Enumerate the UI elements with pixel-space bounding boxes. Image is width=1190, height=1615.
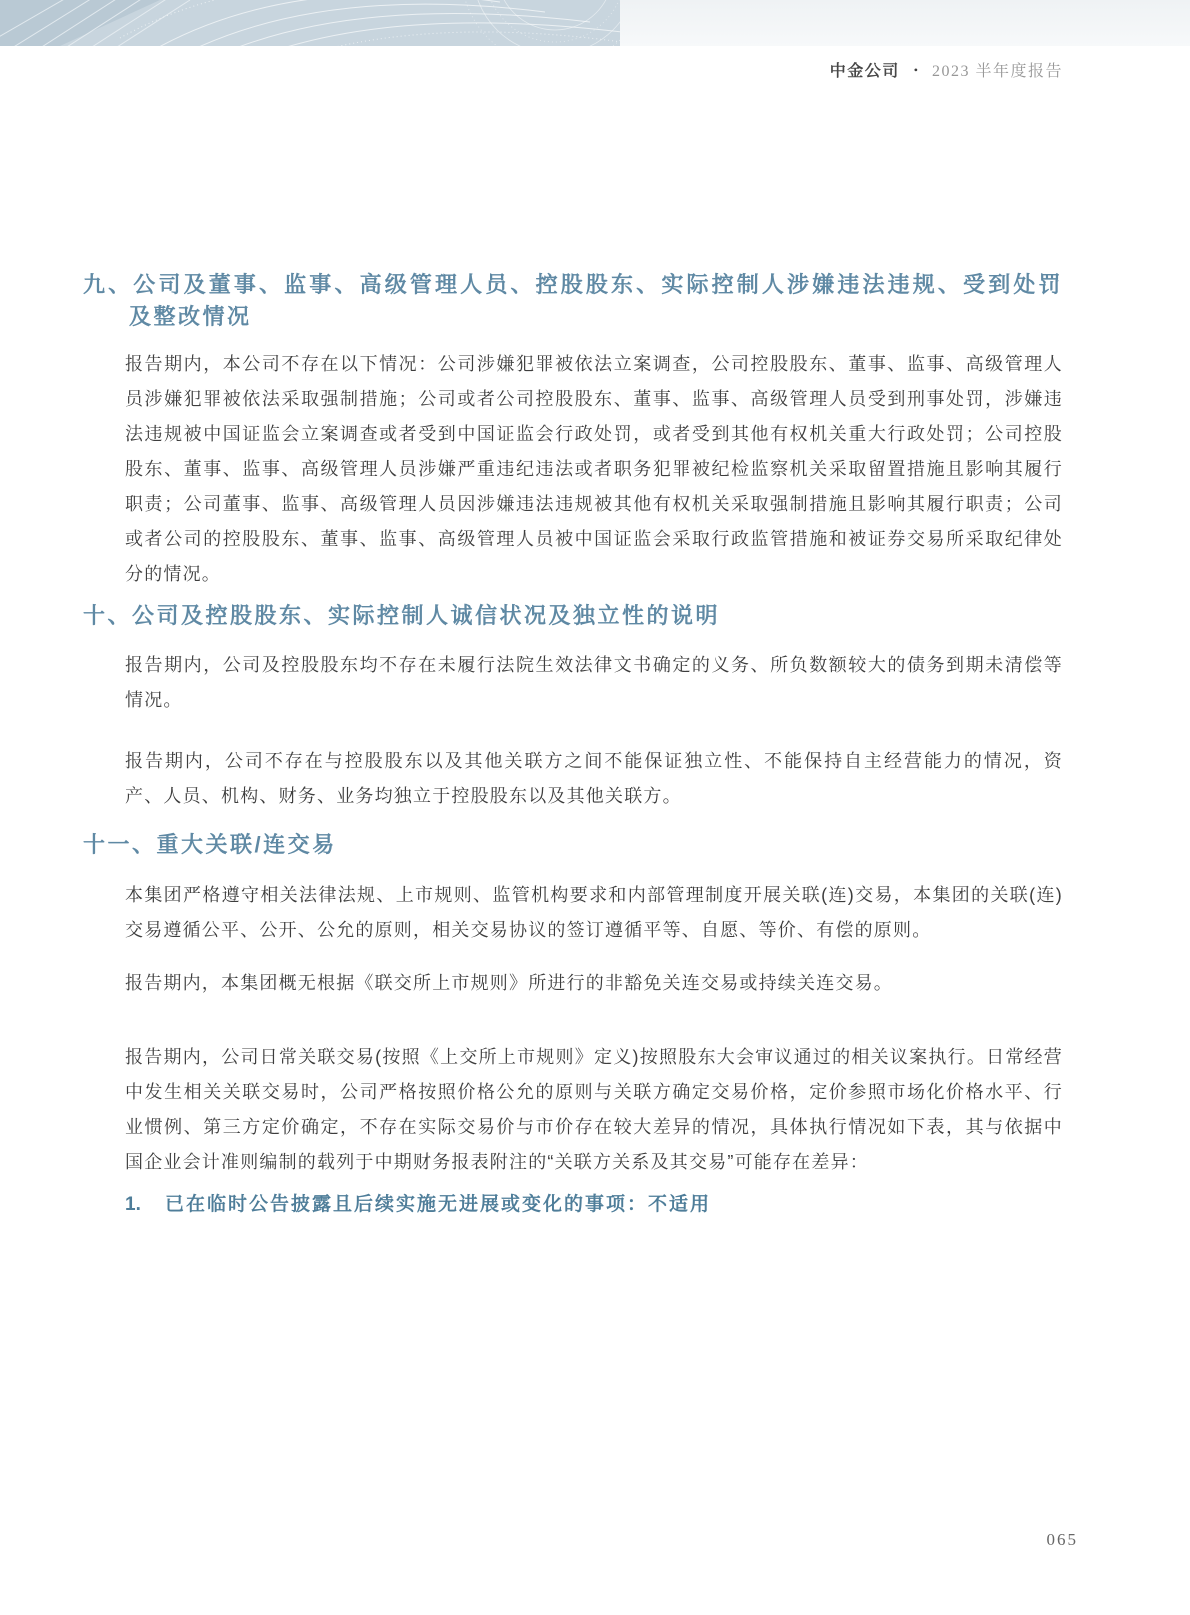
section-10-paragraph-1: 报告期内，公司及控股股东均不存在未履行法院生效法律文书确定的义务、所负数额较大的债务到期未清偿等情况。 <box>125 655 1063 710</box>
section-10-marker: 十、 <box>83 603 133 628</box>
section-11-marker: 十一、 <box>83 832 157 857</box>
running-header <box>830 58 1063 81</box>
section-9-marker: 九、 <box>83 272 134 297</box>
section-11-heading <box>83 829 1063 861</box>
item-1-number: 1. <box>125 1194 141 1215</box>
bullet-separator-icon: • <box>913 63 918 77</box>
section-9-paragraph-1: 报告期内，本公司不存在以下情况：公司涉嫌犯罪被依法立案调查，公司控股股东、董事、监事、高级管理人员涉嫌犯罪被依法采取强制措施；公司或者公司控股股东、董事、监事、高级管理人员受到刑事处罚，涉嫌违法违规被中国证监会立案调查或者受到中国证监会行政处罚，或者受到其他有权机关重大行政处罚；公司控股股东、董事、监事、高级管理人员涉嫌严重违纪违法或者职务犯罪被纪检监察机关采取留置措施且影响其履行职责；公司董事、监事、高级管理人员因涉嫌违法违规被其他有权机关采取强制措施且影响其履行职责；公司或者公司的控股股东、董事、监事、高级管理人员被中国证监会采取行政监管措施和被证券交易所采取纪律处分的情况。 <box>125 354 1063 584</box>
section-9-heading <box>83 269 1063 333</box>
section-10-title: 公司及控股股东、实际控制人诚信状况及独立性的说明 <box>132 603 721 628</box>
section-11-paragraph-2: 报告期内，本集团概无根据《联交所上市规则》所进行的非豁免关连交易或持续关连交易。 <box>125 973 893 993</box>
page-number: 065 <box>1046 1530 1078 1549</box>
section-10-paragraph-2: 报告期内，公司不存在与控股股东以及其他关联方之间不能保证独立性、不能保持自主经营能力的情况，资产、人员、机构、财务、业务均独立于控股股东以及其他关联方。 <box>125 751 1063 806</box>
wave-contour-pattern-icon <box>0 0 620 46</box>
header-decorative-band <box>0 0 620 46</box>
header-band-right <box>620 0 1190 46</box>
report-title: 2023 半年度报告 <box>931 63 1063 80</box>
section-10-heading <box>83 600 1063 632</box>
item-1-heading <box>125 1192 1063 1218</box>
section-11-paragraph-3: 报告期内，公司日常关联交易(按照《上交所上市规则》定义)按照股东大会审议通过的相关议案执行。日常经营中发生相关关联交易时，公司严格按照价格公允的原则与关联方确定交易价格，定价参照市场化价格水平、行业惯例、第三方定价确定，不存在实际交易价与市价存在较大差异的情况，具体执行情况如下表，其与依据中国企业会计准则编制的载列于中期财务报表附注的“关联方关系及其交易”可能存在差异： <box>125 1047 1063 1172</box>
item-1-text: 已在临时公告披露且后续实施无进展或变化的事项：不适用 <box>165 1194 712 1215</box>
section-9-title: 公司及董事、监事、高级管理人员、控股股东、实际控制人涉嫌违法违规、受到处罚及整改情况 <box>129 272 1063 329</box>
section-11-paragraph-1: 本集团严格遵守相关法律法规、上市规则、监管机构要求和内部管理制度开展关联(连)交易，本集团的关联(连)交易遵循公平、公开、公允的原则，相关交易协议的签订遵循平等、自愿、等价、有偿的原则。 <box>125 885 1063 940</box>
company-name: 中金公司 <box>829 63 900 80</box>
section-11-title: 重大关联/连交易 <box>156 832 337 857</box>
